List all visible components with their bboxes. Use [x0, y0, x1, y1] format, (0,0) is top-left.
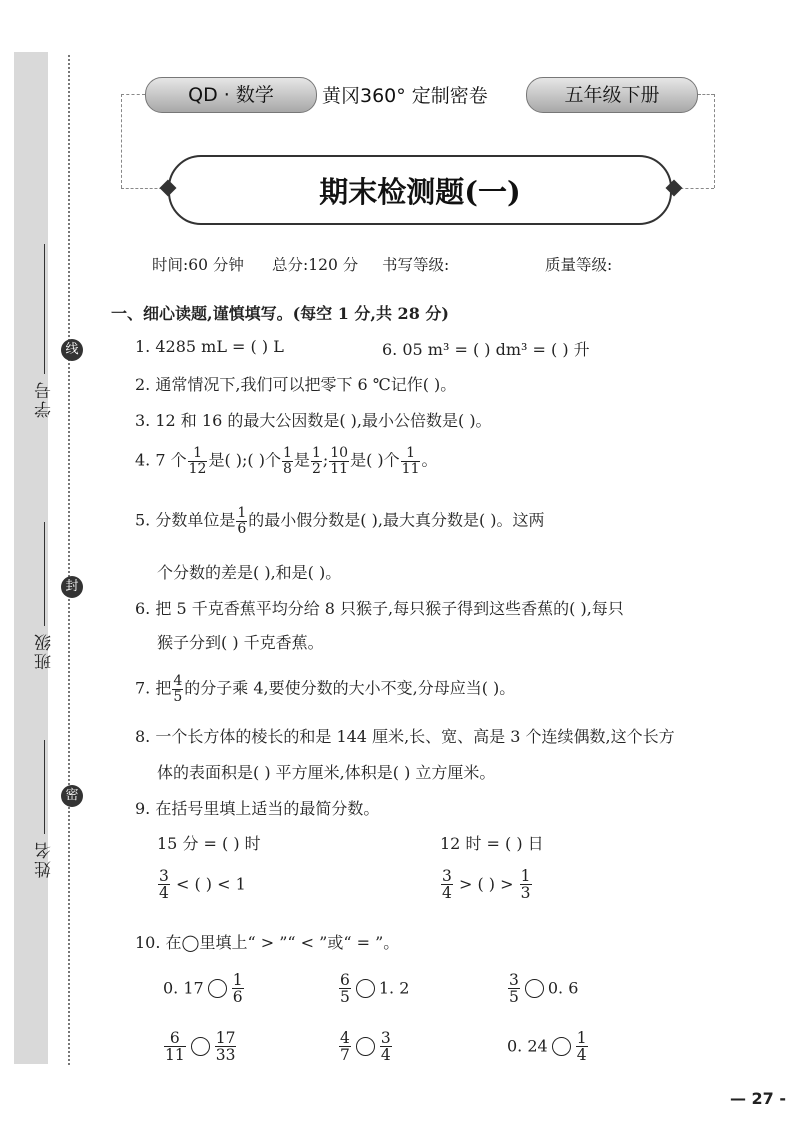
title-banner — [168, 155, 672, 225]
exam-time: 时间:60 分钟 — [152, 256, 244, 274]
seal-feng: 封 — [61, 576, 83, 598]
q4 — [135, 446, 438, 476]
name-label: 姓名 — [35, 840, 55, 878]
compare-circle[interactable] — [525, 979, 544, 998]
compare-circle[interactable] — [356, 979, 375, 998]
header-dash-left-vert — [121, 94, 122, 188]
header-dash-right-vert — [714, 94, 715, 188]
fraction: $\frac{4}{5}$ — [173, 673, 183, 705]
fraction: $\frac{1}{6}$ — [237, 505, 247, 537]
fraction: $\frac{1}{4}$ — [576, 1029, 587, 1065]
q10-item-5 — [338, 1030, 393, 1064]
q10-title: 10. 在◯里填上“ > ”“ < ”或“ = ”。 — [135, 933, 400, 952]
q1-part-a: 1. 4285 mL = ( ) L — [135, 337, 284, 356]
fraction: $\frac{3}{5}$ — [509, 971, 519, 1007]
fraction: $\frac{6}{11}$ — [165, 1029, 185, 1065]
q10-value: 0. 6 — [547, 978, 579, 998]
section-title: 一、细心读题,谨慎填写。(每空 1 分,共 28 分) — [111, 304, 449, 323]
q6-line1: 6. 把 5 千克香蕉平均分给 8 只猴子,每只猴子得到这些香蕉的( ),每只 — [135, 599, 624, 618]
q10-value: 0. 17 — [163, 978, 204, 998]
cut-line — [68, 55, 70, 1065]
q6-line2: 猴子分到( ) 千克香蕉。 — [157, 633, 324, 652]
q9-c-text: < ( ) < 1 — [175, 874, 246, 894]
seal-xian: 线 — [61, 339, 83, 361]
q10-item-3 — [507, 972, 578, 1006]
q7 — [135, 674, 515, 704]
q5 — [135, 506, 545, 536]
class-line — [44, 522, 45, 626]
name-line — [44, 740, 45, 834]
q1-part-b: 6. 05 m³ = ( ) dm³ = ( ) 升 — [382, 340, 590, 359]
q9-c — [157, 868, 246, 902]
q8-line2: 体的表面积是( ) 平方厘米,体积是( ) 立方厘米。 — [157, 763, 496, 782]
compare-circle[interactable] — [356, 1037, 375, 1056]
exam-writing-grade: 书写等级: — [382, 256, 450, 274]
q3: 3. 12 和 16 的最大公因数是( ),最小公倍数是( )。 — [135, 411, 492, 430]
student-id-label: 学号 — [35, 380, 55, 418]
compare-circle[interactable] — [191, 1037, 210, 1056]
fraction: $\frac{1}{12}$ — [188, 445, 207, 477]
fraction: $\frac{3}{4}$ — [442, 867, 452, 903]
q7-text: 的分子乘 4,要使分数的大小不变,分母应当( )。 — [184, 678, 516, 698]
header-dash-right-top — [698, 94, 714, 95]
q4-text: ; — [322, 450, 329, 470]
q5-text: 5. 分数单位是 — [135, 510, 236, 530]
q5-text: 的最小假分数是( ),最大真分数是( )。这两 — [248, 510, 545, 530]
compare-circle[interactable] — [208, 979, 227, 998]
page-title: 期末检测题(一) — [319, 175, 521, 209]
q4-text: 是 — [293, 450, 310, 470]
page-number: — 27 - — [729, 1089, 786, 1108]
fraction: $\frac{1}{2}$ — [311, 445, 321, 477]
q9-title: 9. 在括号里填上适当的最简分数。 — [135, 799, 380, 818]
grade-pill: 五年级下册 — [526, 77, 698, 113]
class-label: 班级 — [35, 632, 55, 670]
q10-value: 1. 2 — [378, 978, 410, 998]
q4-text: 4. 7 个 — [135, 450, 187, 470]
q8-line1: 8. 一个长方体的棱长的和是 144 厘米,长、宽、高是 3 个连续偶数,这个长方 — [135, 727, 675, 746]
q5-line2: 个分数的差是( ),和是( )。 — [157, 563, 342, 582]
q2: 2. 通常情况下,我们可以把零下 6 ℃记作( )。 — [135, 375, 457, 394]
fraction: $\frac{1}{11}$ — [401, 445, 420, 477]
exam-quality-grade: 质量等级: — [545, 256, 613, 274]
fraction: $\frac{4}{7}$ — [340, 1029, 350, 1065]
q4-text: 。 — [421, 450, 438, 470]
subject-pill: QD · 数学 — [145, 77, 317, 113]
q9-a: 15 分 = ( ) 时 — [157, 834, 261, 853]
fraction: $\frac{3}{4}$ — [159, 867, 169, 903]
fraction: $\frac{3}{4}$ — [380, 1029, 391, 1065]
series-title: 黄冈360° 定制密卷 — [322, 85, 488, 107]
q10-item-2 — [338, 972, 409, 1006]
binding-strip — [14, 52, 55, 1064]
fraction: $\frac{17}{33}$ — [215, 1029, 236, 1065]
header-dash-left-top — [121, 94, 145, 95]
q7-text: 7. 把 — [135, 678, 172, 698]
student-id-line — [44, 244, 45, 374]
fraction: $\frac{1}{3}$ — [520, 867, 531, 903]
q4-text: 是( );( )个 — [208, 450, 281, 470]
fraction: $\frac{6}{5}$ — [340, 971, 350, 1007]
exam-total: 总分:120 分 — [272, 256, 359, 274]
q4-text: 是( )个 — [350, 450, 400, 470]
q10-item-6 — [507, 1030, 589, 1064]
fraction: $\frac{10}{11}$ — [330, 445, 349, 477]
q9-d-text: > ( ) > — [458, 874, 514, 894]
q9-d — [440, 868, 533, 902]
fraction: $\frac{1}{8}$ — [283, 445, 292, 477]
q10-item-4 — [163, 1030, 237, 1064]
fraction: $\frac{1}{6}$ — [232, 971, 243, 1007]
q10-item-1 — [163, 972, 245, 1006]
q9-b: 12 时 = ( ) 日 — [440, 834, 544, 853]
q10-value: 0. 24 — [507, 1036, 548, 1056]
seal-mi: 密 — [61, 785, 83, 807]
compare-circle[interactable] — [552, 1037, 571, 1056]
